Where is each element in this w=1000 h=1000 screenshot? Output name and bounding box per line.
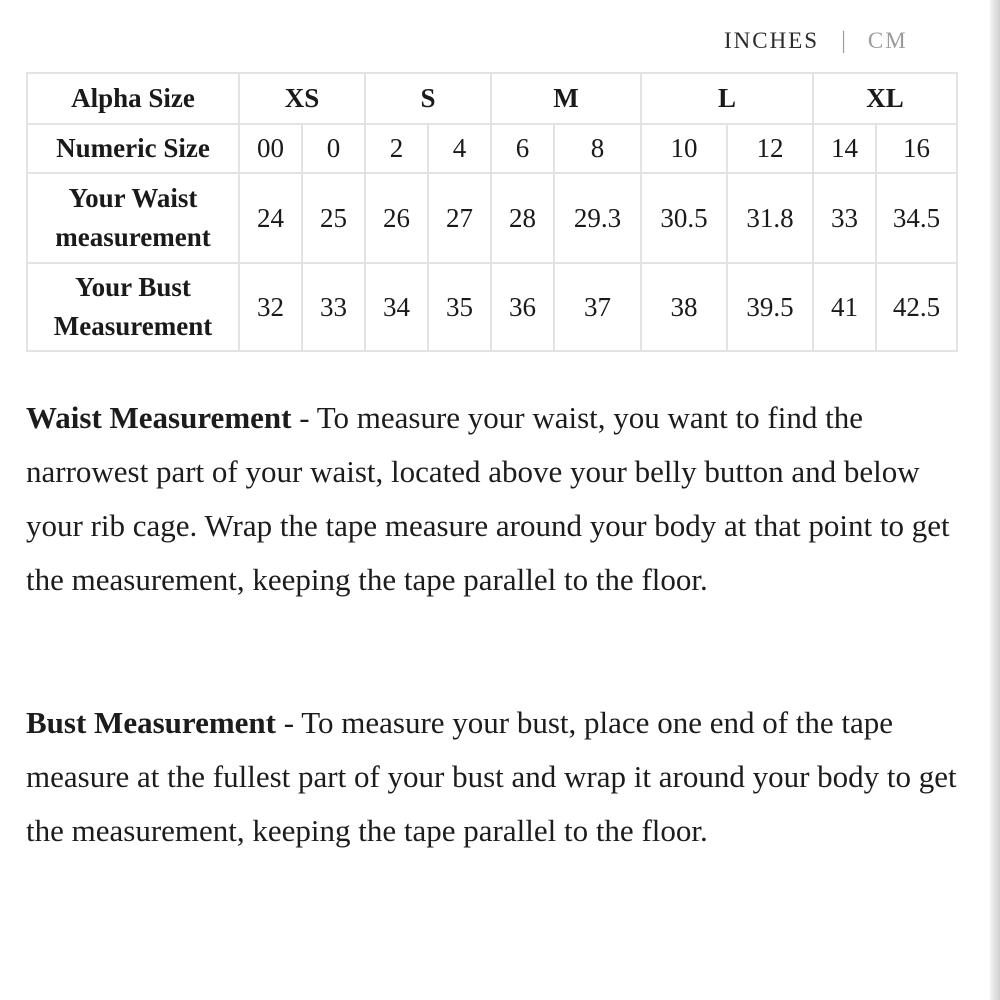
numeric-size-cell: 4 xyxy=(428,124,491,173)
bust-measurement-description xyxy=(26,696,966,858)
waist-measurement-title: Waist Measurement xyxy=(26,400,292,435)
waist-value-cell: 30.5 xyxy=(641,173,727,263)
numeric-size-cell: 16 xyxy=(876,124,957,173)
waist-value-cell: 33 xyxy=(813,173,876,263)
page-right-edge xyxy=(990,0,1000,1000)
waist-value-cell: 34.5 xyxy=(876,173,957,263)
bust-value-cell: 41 xyxy=(813,263,876,351)
numeric-size-row xyxy=(27,124,957,173)
unit-toggle xyxy=(724,24,908,58)
numeric-size-cell: 10 xyxy=(641,124,727,173)
numeric-size-header: Numeric Size xyxy=(27,124,239,173)
waist-measurement-description xyxy=(26,391,966,607)
waist-value-cell: 25 xyxy=(302,173,365,263)
numeric-size-cell: 8 xyxy=(554,124,641,173)
waist-value-cell: 24 xyxy=(239,173,302,263)
bust-value-cell: 38 xyxy=(641,263,727,351)
alpha-size-row xyxy=(27,73,957,124)
waist-value-cell: 29.3 xyxy=(554,173,641,263)
unit-separator: | xyxy=(841,27,848,54)
numeric-size-cell: 00 xyxy=(239,124,302,173)
alpha-size-xl: XL xyxy=(813,73,957,124)
bust-measurement-text: - To measure your bust, place one end of the tape measure at the fullest part of your bust and wrap it around your body to get the measurement, keeping the tape parallel to the floor. xyxy=(26,705,957,848)
numeric-size-cell: 14 xyxy=(813,124,876,173)
waist-value-cell: 31.8 xyxy=(727,173,813,263)
alpha-size-l: L xyxy=(641,73,813,124)
bust-value-cell: 35 xyxy=(428,263,491,351)
bust-row xyxy=(27,263,957,351)
bust-value-cell: 32 xyxy=(239,263,302,351)
size-chart-table xyxy=(26,72,958,352)
waist-value-cell: 26 xyxy=(365,173,428,263)
bust-header xyxy=(27,263,239,351)
waist-value-cell: 28 xyxy=(491,173,554,263)
bust-value-cell: 42.5 xyxy=(876,263,957,351)
numeric-size-cell: 6 xyxy=(491,124,554,173)
bust-value-cell: 33 xyxy=(302,263,365,351)
bust-measurement-title: Bust Measurement xyxy=(26,705,276,740)
numeric-size-cell: 2 xyxy=(365,124,428,173)
inches-option[interactable]: INCHES xyxy=(724,28,820,53)
bust-value-cell: 36 xyxy=(491,263,554,351)
cm-option[interactable]: CM xyxy=(867,28,908,53)
numeric-size-cell: 0 xyxy=(302,124,365,173)
waist-value-cell: 27 xyxy=(428,173,491,263)
bust-value-cell: 34 xyxy=(365,263,428,351)
alpha-size-header: Alpha Size xyxy=(27,73,239,124)
waist-header xyxy=(27,173,239,263)
waist-measurement-text: - To measure your waist, you want to find the narrowest part of your waist, located above your belly button and below your rib cage. Wrap the tape measure around your body at that point to get the measurement, keeping the tape parallel to the floor. xyxy=(26,400,950,597)
numeric-size-cell: 12 xyxy=(727,124,813,173)
alpha-size-s: S xyxy=(365,73,491,124)
bust-value-cell: 39.5 xyxy=(727,263,813,351)
alpha-size-m: M xyxy=(491,73,641,124)
waist-header-line1: Your Waist xyxy=(68,183,198,213)
bust-header-line1: Your Bust xyxy=(75,272,191,302)
waist-row xyxy=(27,173,957,263)
bust-value-cell: 37 xyxy=(554,263,641,351)
waist-header-line2: measurement xyxy=(55,222,211,252)
alpha-size-xs: XS xyxy=(239,73,365,124)
bust-header-line2: Measurement xyxy=(53,311,213,341)
